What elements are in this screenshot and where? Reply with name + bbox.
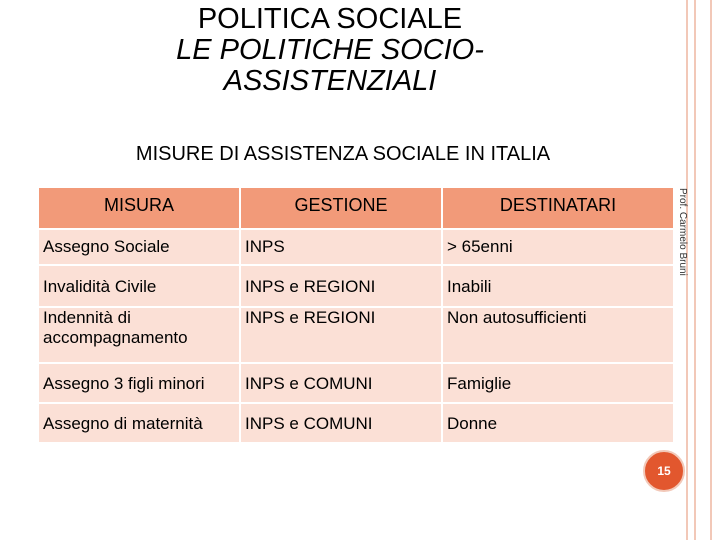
table-row [39,230,673,264]
cell-destinatari: Famiglie [443,364,673,402]
header-misura [39,188,239,228]
author-label: Prof. Carmelo Bruni [677,188,688,276]
table-row [39,308,673,362]
title-line-1: POLITICA SOCIALE [197,3,463,35]
page-number-badge: 15 [643,450,685,492]
cell-gestione: INPS e COMUNI [241,404,441,442]
header-label: DESTINATARI [499,195,617,215]
table-row [39,404,673,442]
table-row [39,266,673,306]
decor-rail [710,0,712,540]
cell-misura: Assegno 3 figli minori [39,364,239,402]
table-header-row [39,188,673,228]
header-label: MISURA [103,195,174,215]
title-line-2: LE POLITICHE SOCIO- [176,34,484,66]
cell-destinatari: Donne [443,404,673,442]
cell-gestione: INPS e REGIONI [241,266,441,306]
header-label: GESTIONE [294,195,388,215]
measures-table [37,186,675,444]
cell-destinatari: Inabili [443,266,673,306]
cell-destinatari: Non autosufficienti [443,308,673,362]
decor-rail [694,0,696,540]
header-destinatari [443,188,673,228]
title-line-3: ASSISTENZIALI [223,65,437,97]
header-gestione [241,188,441,228]
cell-destinatari: > 65enni [443,230,673,264]
cell-misura: Invalidità Civile [39,266,239,306]
slide-subtitle: MISURE DI ASSISTENZA SOCIALE IN ITALIA [135,143,551,165]
table-row [39,364,673,402]
slide-title [60,4,600,97]
cell-gestione: INPS [241,230,441,264]
cell-gestione: INPS e COMUNI [241,364,441,402]
cell-gestione: INPS e REGIONI [241,308,441,362]
cell-misura: Assegno Sociale [39,230,239,264]
cell-misura: Indennità di accompagnamento [39,308,239,362]
cell-misura: Assegno di maternità [39,404,239,442]
